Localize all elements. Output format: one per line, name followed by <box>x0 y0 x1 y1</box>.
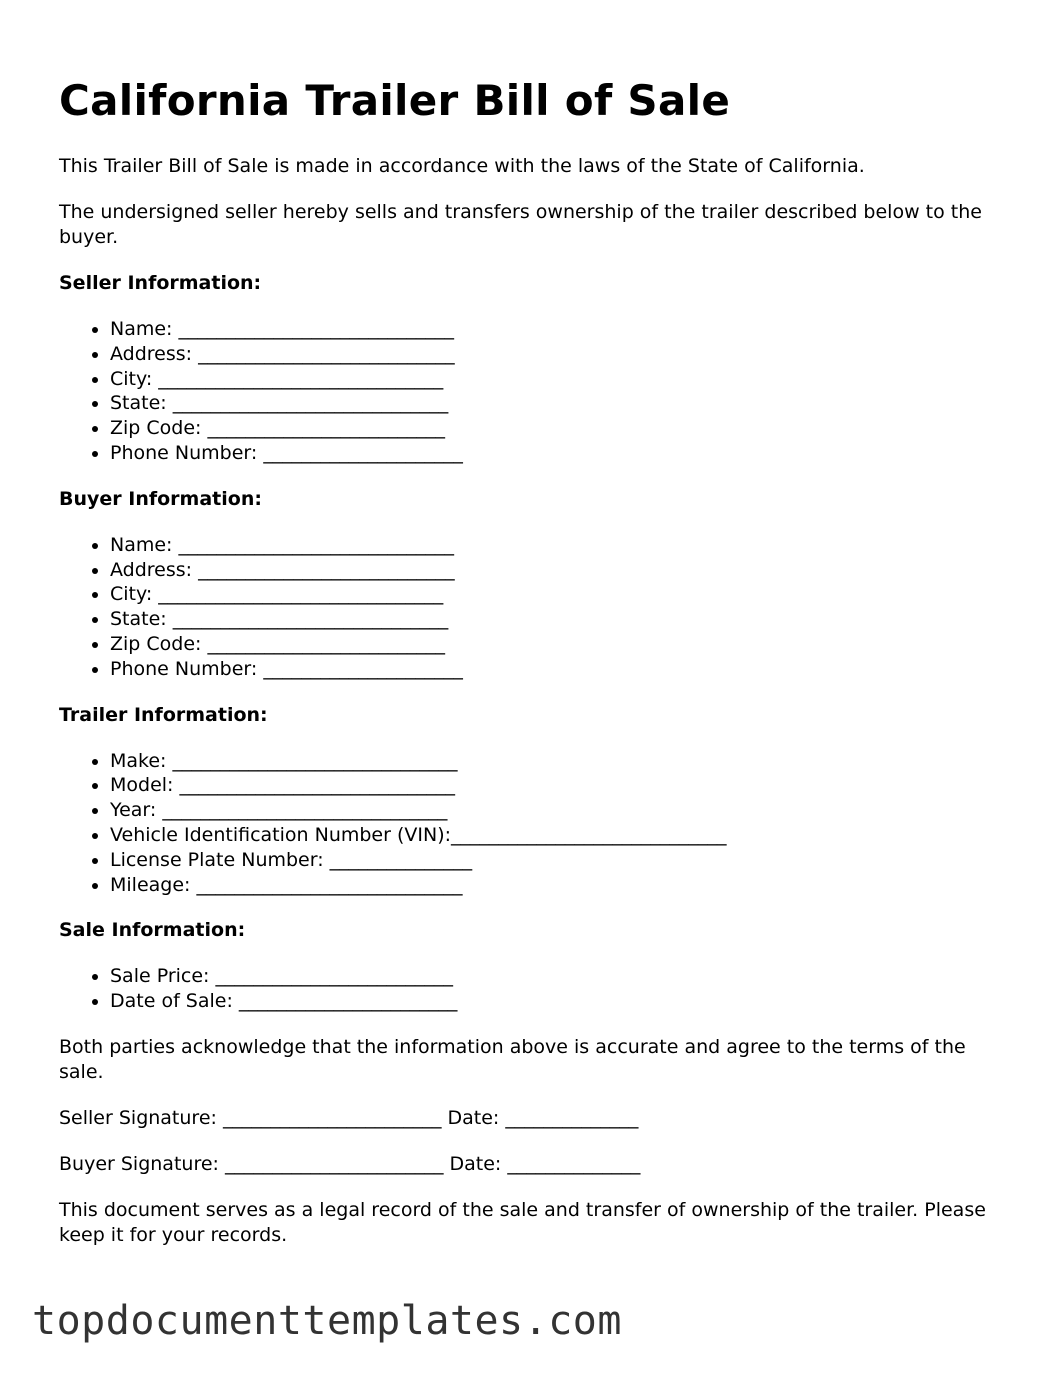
seller-signature-line: Seller Signature: _______________________ Date: ______________ <box>59 1106 639 1129</box>
seller-city-field: • City: ______________________________ <box>110 367 1009 392</box>
trailer-year-field: • Year: ______________________________ <box>110 798 1009 823</box>
buyer-signature-line: Buyer Signature: _______________________ Date: ______________ <box>59 1152 641 1175</box>
trailer-model-field: • Model: _____________________________ <box>110 773 1009 798</box>
buyer-zip-field: • Zip Code: _________________________ <box>110 632 1009 657</box>
seller-list <box>59 317 1009 466</box>
seller-name-field: • Name: _____________________________ <box>110 317 1009 342</box>
buyer-name-field: • Name: _____________________________ <box>110 533 1009 558</box>
buyer-list <box>59 533 1009 682</box>
transfer-paragraph: The undersigned seller hereby sells and transfers ownership of the trailer described below to the buyer. <box>59 201 982 248</box>
buyer-heading: Buyer Information: <box>59 487 262 510</box>
document-title: California Trailer Bill of Sale <box>59 76 731 125</box>
document-page <box>59 76 1009 1269</box>
trailer-vin-field: • Vehicle Identification Number (VIN):_____________________________ <box>110 823 1009 848</box>
trailer-make-field: • Make: ______________________________ <box>110 749 1009 774</box>
seller-zip-field: • Zip Code: _________________________ <box>110 416 1009 441</box>
sale-heading: Sale Information: <box>59 919 246 942</box>
buyer-address-field: • Address: ___________________________ <box>110 558 1009 583</box>
acknowledgment-paragraph: Both parties acknowledge that the information above is accurate and agree to the terms of the sale. <box>59 1035 966 1083</box>
seller-address-field: • Address: ___________________________ <box>110 342 1009 367</box>
seller-state-field: • State: _____________________________ <box>110 391 1009 416</box>
buyer-phone-field: • Phone Number: _____________________ <box>110 657 1009 682</box>
intro-paragraph: This Trailer Bill of Sale is made in accordance with the laws of the State of California. <box>59 155 865 177</box>
sale-price-field: • Sale Price: _________________________ <box>110 964 1009 989</box>
trailer-list <box>59 749 1009 898</box>
trailer-mileage-field: • Mileage: ____________________________ <box>110 873 1009 898</box>
seller-heading: Seller Information: <box>59 272 262 294</box>
sale-list <box>59 964 1009 1014</box>
seller-phone-field: • Phone Number: _____________________ <box>110 441 1009 466</box>
trailer-plate-field: • License Plate Number: _______________ <box>110 848 1009 873</box>
closing-paragraph: This document serves as a legal record of the sale and transfer of ownership of the trailer. Please keep it for your records. <box>59 1198 986 1246</box>
sale-date-field: • Date of Sale: _______________________ <box>110 989 1009 1014</box>
buyer-state-field: • State: _____________________________ <box>110 607 1009 632</box>
watermark-text: topdocumenttemplates.com <box>32 1298 622 1344</box>
buyer-city-field: • City: ______________________________ <box>110 582 1009 607</box>
trailer-heading: Trailer Information: <box>59 703 268 726</box>
